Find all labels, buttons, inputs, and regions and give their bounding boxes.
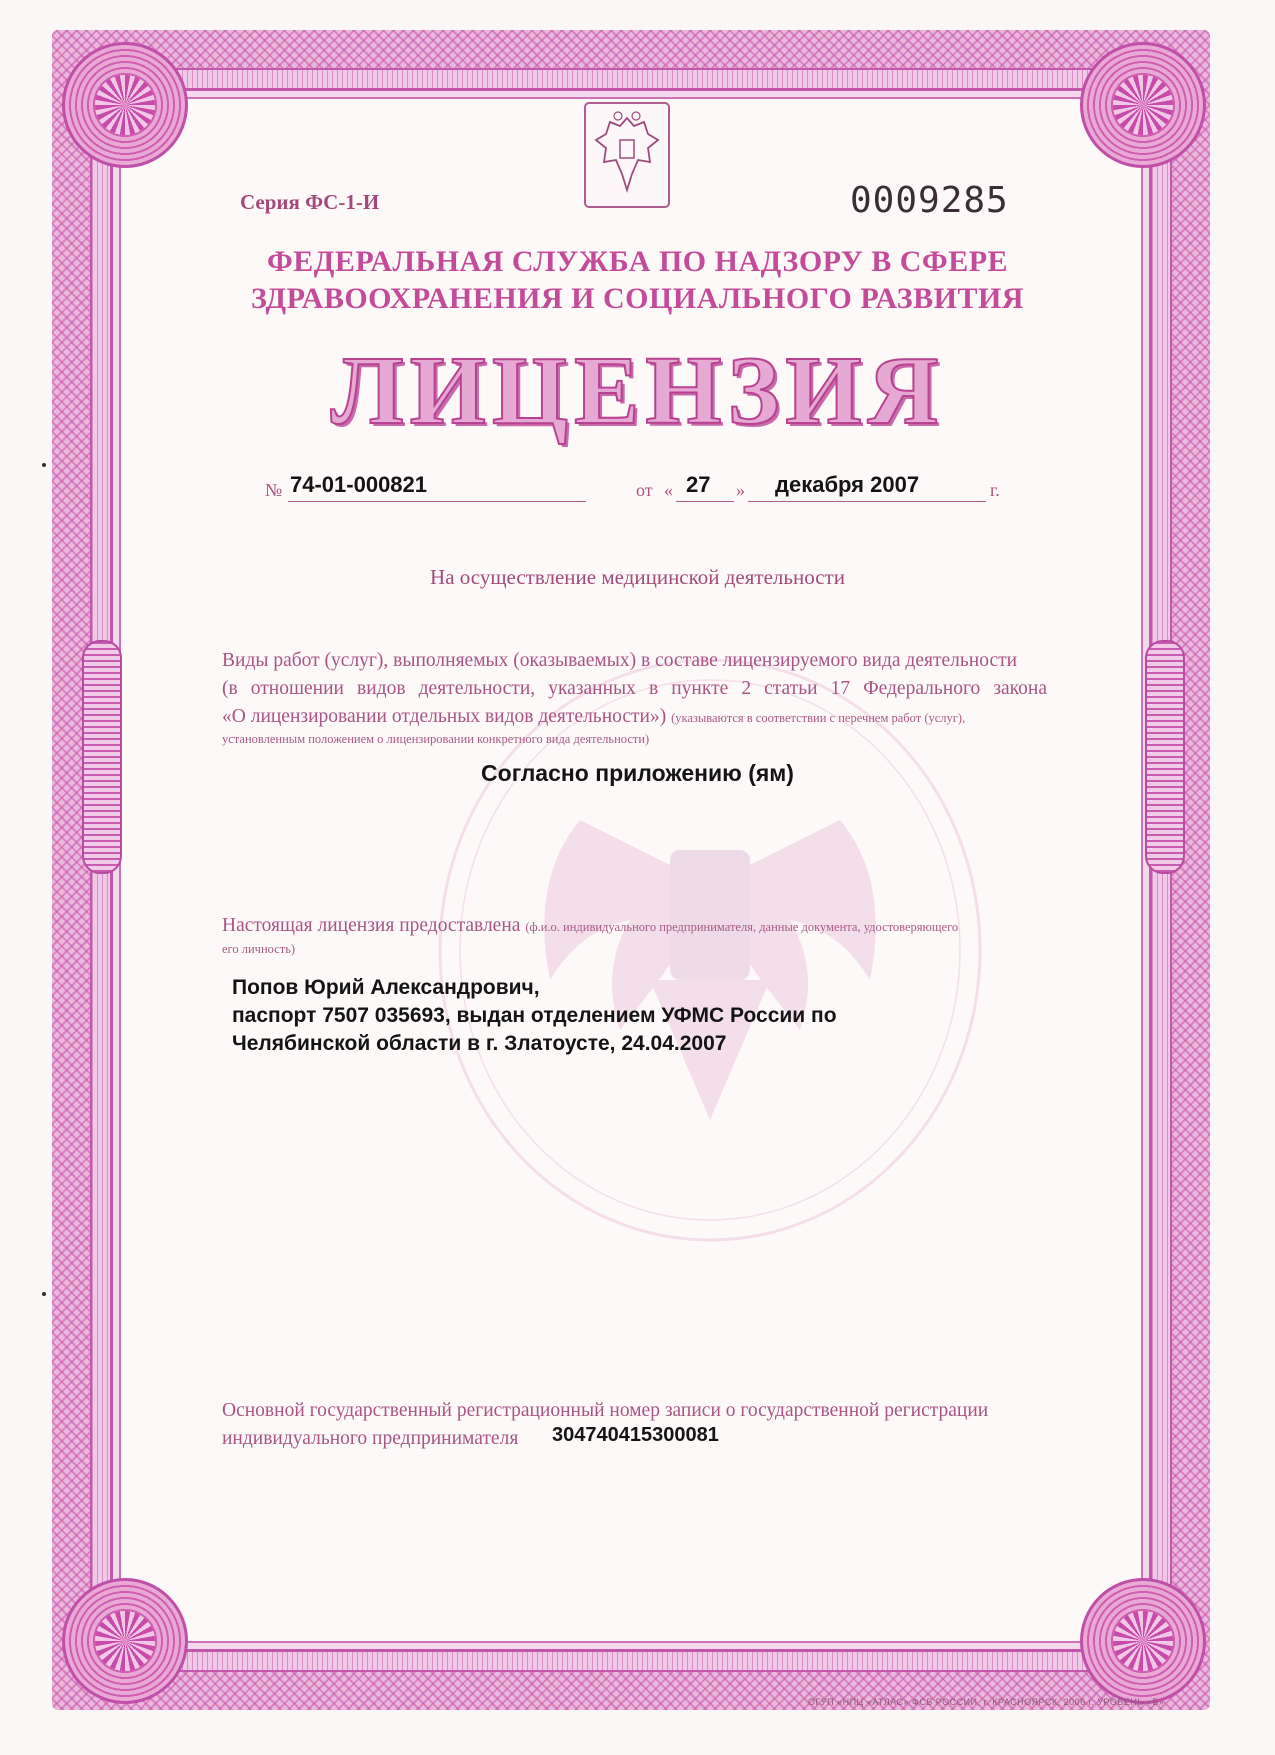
works-note-part-1: (указываются в соответствии с перечнем работ (услуг), [671,711,966,725]
holder-name: Попов Юрий Александрович, [232,976,540,999]
side-medallion-left [82,640,122,874]
registration-label-line-1: Основной государственный регистрационный номер записи о государственной регистрации [222,1400,989,1421]
date-year-suffix: г. [990,480,1000,500]
works-description-line-3 [222,702,1047,733]
date-month-underline [748,500,986,502]
works-note-part-2: установленным положением о лицензировании конкретного вида деятельности) [222,732,650,746]
holder-label-note-1: (ф.и.о. индивидуального предпринимателя, данные документа, удостоверяющего [525,920,959,934]
date-day-underline [676,500,734,502]
license-purpose: На осуществление медицинской деятельности [430,565,845,589]
corner-rosette-bottom-right [1080,1578,1206,1704]
date-close-quote: » [736,480,745,500]
corner-rosette-top-right [1080,42,1206,168]
printer-imprint: ОГУП «НПЦ «АТЛАС» ФСБ РОССИИ, г. КРАСНОЯРСК, 2006 г. УРОВЕНЬ «Б» [808,1697,1165,1707]
works-description-line-2: (в отношении видов деятельности, указанных в пункте 2 статьи 17 Федерального закона [222,678,1047,699]
license-number-underline [288,500,586,502]
works-description-line-1: Виды работ (услуг), выполняемых (оказываемых) в составе лицензируемого вида деятельности [222,650,1018,671]
date-from-label: от [636,480,653,500]
license-number-label: № [265,480,283,500]
series-label: Серия ФС-1-И [240,190,380,214]
holder-passport: паспорт 7507 035693, выдан отделением УФМС России по [232,1004,837,1027]
holder-label-note-2: его личность) [222,942,296,956]
agency-name-line-1: ФЕДЕРАЛЬНАЯ СЛУЖБА ПО НАДЗОРУ В СФЕРЕ [266,245,1009,278]
corner-rosette-bottom-left [62,1578,188,1704]
date-open-quote: « [664,480,673,500]
license-number-value: 74-01-000821 [290,472,428,497]
scan-speck [42,1292,46,1296]
holder-label [222,915,958,937]
agency-name-line-2: ЗДРАВООХРАНЕНИЯ И СОЦИАЛЬНОГО РАЗВИТИЯ [251,282,1024,315]
works-value: Согласно приложению (ям) [481,760,794,786]
date-month-year-value: декабря 2007 [775,472,920,497]
registration-number-value: 304740415300081 [552,1424,719,1446]
works-law-title: «О лицензировании отдельных видов деятельности») [222,706,667,727]
registration-label-line-2: индивидуального предпринимателя [222,1428,519,1449]
scan-speck [42,463,46,467]
form-number: 0009285 [850,180,1009,221]
coat-of-arms-emblem [582,100,672,210]
corner-rosette-top-left [62,42,188,168]
document-title: ЛИЦЕНЗИЯ [330,337,945,445]
holder-passport-issuer: Челябинской области в г. Златоусте, 24.04.2007 [232,1032,727,1055]
date-day-value: 27 [686,472,711,497]
holder-label-main: Настоящая лицензия предоставлена [222,915,521,936]
side-medallion-right [1145,640,1185,874]
